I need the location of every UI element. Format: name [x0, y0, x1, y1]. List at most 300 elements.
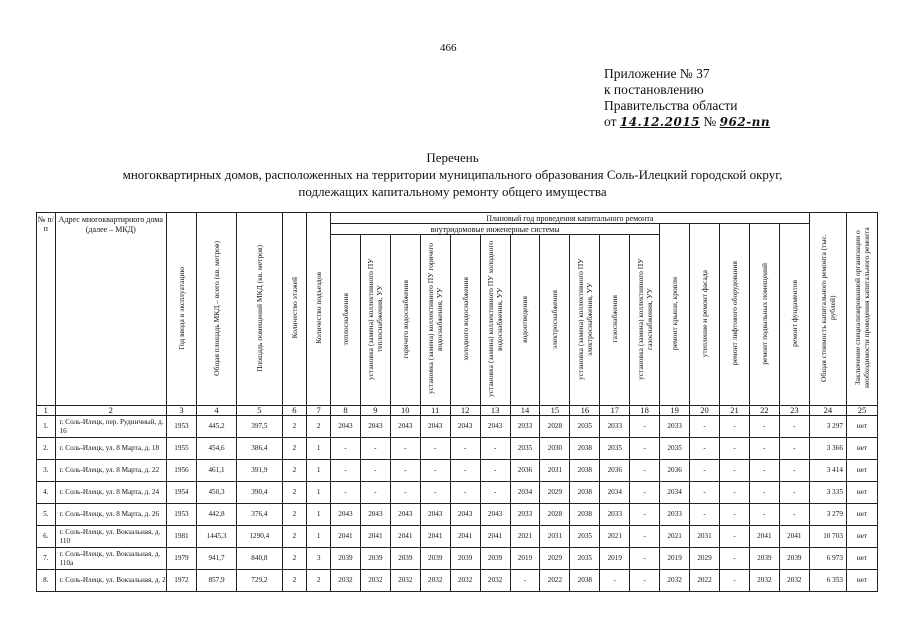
header-elevator-text: ремонт лифтового оборудования [729, 261, 739, 366]
table-cell: 2043 [480, 504, 510, 526]
table-cell: - [690, 416, 720, 438]
column-number: 6 [282, 406, 307, 416]
header-cold-water-text: холодного водоснабжения [460, 277, 470, 361]
table-cell: - [749, 504, 779, 526]
table-cell: 2038 [570, 570, 600, 592]
column-number: 10 [390, 406, 420, 416]
page-number: 466 [440, 42, 457, 54]
cost-cell: 3 335 [809, 482, 846, 504]
table-cell: 450,3 [196, 482, 236, 504]
header-conclusion-text: Заключение специализированной организации о необходимости проведения капитального ремонта [852, 227, 871, 389]
table-row [37, 460, 878, 482]
table-cell: - [690, 504, 720, 526]
table-cell: 2032 [390, 570, 420, 592]
appendix-line-3: Правительства области [604, 98, 738, 113]
table-cell: 1290,4 [237, 526, 282, 548]
header-entrances [307, 213, 331, 406]
table-cell: 1 [307, 504, 331, 526]
table-cell: 6. [37, 526, 56, 548]
appendix-date-line [604, 114, 770, 130]
table-cell: 840,8 [237, 548, 282, 570]
header-year-text: Год ввода в эксплуатацию [176, 266, 186, 350]
table-cell: 2032 [360, 570, 390, 592]
document-title [60, 149, 845, 200]
table-cell: 2043 [331, 416, 361, 438]
table-cell: 2035 [570, 526, 600, 548]
table-cell: 2034 [660, 482, 690, 504]
header-conclusion [846, 213, 877, 406]
table-cell: 2 [282, 460, 307, 482]
table-cell: 5. [37, 504, 56, 526]
table-cell: 2. [37, 438, 56, 460]
table-cell: - [719, 416, 749, 438]
repair-table [36, 212, 878, 592]
header-electric-text: электроснабжения [550, 289, 560, 349]
column-number: 9 [360, 406, 390, 416]
table-cell: 2039 [480, 548, 510, 570]
header-hot-water [390, 235, 420, 406]
table-row [37, 438, 878, 460]
table-cell: 2041 [331, 526, 361, 548]
table-cell: 2043 [390, 504, 420, 526]
table-cell: - [779, 438, 809, 460]
table-row [37, 526, 878, 548]
table-cell: 2028 [540, 416, 570, 438]
table-cell: 2019 [660, 548, 690, 570]
header-total-area [196, 213, 236, 406]
table-cell: 2029 [690, 548, 720, 570]
table-cell: 2031 [540, 526, 570, 548]
table-cell: - [480, 460, 510, 482]
table-row [37, 504, 878, 526]
table-cell: - [450, 482, 480, 504]
header-cold-water-meter [480, 235, 510, 406]
table-cell: 2035 [570, 416, 600, 438]
table-cell: - [690, 482, 720, 504]
table-cell: 3 [307, 548, 331, 570]
table-cell: 2043 [390, 416, 420, 438]
table-cell: 1981 [166, 526, 196, 548]
table-cell: 2043 [420, 416, 450, 438]
appendix-number-sign: № [703, 114, 717, 129]
column-number: 14 [510, 406, 540, 416]
table-cell: - [450, 438, 480, 460]
table-cell: - [480, 482, 510, 504]
column-number-row [37, 406, 878, 416]
header-internal-systems: внутридомовые инженерные системы [331, 224, 660, 235]
column-number: 25 [846, 406, 877, 416]
table-cell: 2022 [690, 570, 720, 592]
table-cell: 2039 [450, 548, 480, 570]
table-row [37, 570, 878, 592]
table-cell: - [630, 504, 660, 526]
header-cold-water-meter-text: установка (замена) коллективного ПУ холодного водоснабжения, УУ [486, 241, 505, 397]
header-gas-text: газоснабжения [610, 295, 620, 343]
table-cell: 2031 [690, 526, 720, 548]
table-cell: нет [846, 416, 877, 438]
address-cell: г. Соль-Илецк, ул. Вокзальная, д. 110 [55, 526, 166, 548]
table-cell: 461,1 [196, 460, 236, 482]
table-cell: 376,4 [237, 504, 282, 526]
table-cell: - [630, 548, 660, 570]
table-cell: 1 [307, 460, 331, 482]
table-cell: 390,4 [237, 482, 282, 504]
column-number: 24 [809, 406, 846, 416]
table-cell: - [719, 504, 749, 526]
table-cell: 2021 [660, 526, 690, 548]
table-cell: 2038 [570, 460, 600, 482]
appendix-number: 962-пп [719, 115, 771, 129]
cost-cell: 3 279 [809, 504, 846, 526]
table-cell: 2039 [779, 548, 809, 570]
table-cell: 2043 [360, 416, 390, 438]
table-cell: 1956 [166, 460, 196, 482]
table-cell: 2043 [360, 504, 390, 526]
table-row [37, 416, 878, 438]
table-cell: 2041 [390, 526, 420, 548]
header-cold-water [450, 235, 480, 406]
table-cell: 2033 [660, 504, 690, 526]
table-cell: - [630, 526, 660, 548]
header-foundation-text: ремонт фундаментов [789, 280, 799, 347]
table-cell: 2043 [480, 416, 510, 438]
table-cell: 2036 [660, 460, 690, 482]
table-cell: нет [846, 460, 877, 482]
cost-cell: 6 353 [809, 570, 846, 592]
header-year [166, 213, 196, 406]
table-cell: - [420, 460, 450, 482]
table-cell: - [360, 438, 390, 460]
table-cell: 2032 [331, 570, 361, 592]
header-elevator [719, 224, 749, 406]
header-basement [749, 224, 779, 406]
table-cell: - [630, 482, 660, 504]
title-line-3: подлежащих капитальному ремонту общего имущества [298, 184, 607, 199]
table-cell: - [360, 482, 390, 504]
header-sewer-text: водоотведения [520, 295, 530, 343]
header-electric [540, 235, 570, 406]
table-cell: 2031 [540, 460, 570, 482]
column-number: 23 [779, 406, 809, 416]
table-cell: - [360, 460, 390, 482]
table-cell: 2 [282, 548, 307, 570]
table-cell: 3. [37, 460, 56, 482]
table-cell: - [690, 438, 720, 460]
table-cell: 2022 [540, 570, 570, 592]
table-cell: 2043 [450, 504, 480, 526]
table-cell: 2 [282, 504, 307, 526]
column-number: 19 [660, 406, 690, 416]
column-number: 13 [480, 406, 510, 416]
column-number: 15 [540, 406, 570, 416]
header-entrances-text: Количество подъездов [314, 272, 324, 344]
table-cell: 2 [282, 570, 307, 592]
header-num: № п/п [37, 213, 56, 406]
appendix-block [604, 66, 770, 130]
table-cell: 1953 [166, 504, 196, 526]
table-cell: 8. [37, 570, 56, 592]
table-cell: 397,5 [237, 416, 282, 438]
table-cell: 7. [37, 548, 56, 570]
table-cell: 2021 [510, 526, 540, 548]
table-cell: - [719, 526, 749, 548]
header-heat-meter [360, 235, 390, 406]
table-cell: - [779, 504, 809, 526]
table-cell: - [480, 438, 510, 460]
table-cell: 2028 [540, 504, 570, 526]
table-cell: 2033 [510, 416, 540, 438]
column-number: 5 [237, 406, 282, 416]
title-line-2: многоквартирных домов, расположенных на территории муниципального образования Соль-Илецкий городской округ, [122, 167, 783, 182]
header-cost [809, 213, 846, 406]
table-cell: 857,9 [196, 570, 236, 592]
table-cell: 2035 [660, 438, 690, 460]
table-cell: - [779, 460, 809, 482]
table-cell: 4. [37, 482, 56, 504]
header-heat-meter-text: установка (замена) коллективного ПУ теплоснабжения, УУ [366, 258, 385, 380]
column-number: 22 [749, 406, 779, 416]
table-cell: 2038 [570, 438, 600, 460]
header-heat-text: теплоснабжения [340, 292, 350, 346]
table-cell: 2033 [600, 416, 630, 438]
column-number: 2 [55, 406, 166, 416]
table-cell: - [719, 438, 749, 460]
table-cell: 2019 [510, 548, 540, 570]
table-cell: - [690, 460, 720, 482]
table-cell: 386,4 [237, 438, 282, 460]
table-cell: - [331, 460, 361, 482]
table-cell: 2030 [540, 438, 570, 460]
header-gas-meter [630, 235, 660, 406]
header-sewer [510, 235, 540, 406]
header-roof [660, 224, 690, 406]
table-cell: - [420, 438, 450, 460]
table-cell: - [749, 416, 779, 438]
table-cell: 391,9 [237, 460, 282, 482]
table-cell: - [331, 438, 361, 460]
table-cell: - [630, 570, 660, 592]
table-cell: 941,7 [196, 548, 236, 570]
table-cell: нет [846, 526, 877, 548]
table-cell: - [390, 438, 420, 460]
header-cost-text: Общая стоимость капитального ремонта (тыс. рублей) [818, 234, 837, 382]
table-cell: 2035 [600, 438, 630, 460]
table-cell: - [749, 482, 779, 504]
column-number: 12 [450, 406, 480, 416]
header-premises-area [237, 213, 282, 406]
table-cell: нет [846, 504, 877, 526]
table-cell: 1953 [166, 416, 196, 438]
table-cell: 2019 [600, 548, 630, 570]
table-cell: 2041 [779, 526, 809, 548]
table-cell: - [719, 460, 749, 482]
table-cell: 1955 [166, 438, 196, 460]
header-total-area-text: Общая площадь МКД – всего (кв. метров) [212, 240, 222, 376]
table-cell: - [510, 570, 540, 592]
table-cell: 445,2 [196, 416, 236, 438]
header-facade [690, 224, 720, 406]
header-address: Адрес многоквартирного дома (далее – МКД) [55, 213, 166, 406]
table-cell: 1445,3 [196, 526, 236, 548]
header-foundation [779, 224, 809, 406]
address-cell: г. Соль-Илецк, ул. Вокзальная, д. 110а [55, 548, 166, 570]
header-floors [282, 213, 307, 406]
address-cell: г. Соль-Илецк, ул. 8 Марта, д. 26 [55, 504, 166, 526]
table-cell: 2021 [600, 526, 630, 548]
appendix-from: от [604, 114, 617, 129]
header-hot-water-text: горячего водоснабжения [400, 279, 410, 359]
table-cell: 2 [307, 570, 331, 592]
header-roof-text: ремонт крыши, кровли [670, 276, 680, 351]
table-cell: 729,2 [237, 570, 282, 592]
table-cell: 2035 [570, 548, 600, 570]
table-cell: 1. [37, 416, 56, 438]
table-cell: 2041 [749, 526, 779, 548]
table-cell: 2 [282, 482, 307, 504]
table-cell: 2043 [331, 504, 361, 526]
table-cell: 2034 [600, 482, 630, 504]
table-cell: 1 [307, 482, 331, 504]
column-number: 21 [719, 406, 749, 416]
address-cell: г. Соль-Илецк, ул. Вокзальная, д. 2 [55, 570, 166, 592]
column-number: 11 [420, 406, 450, 416]
table-cell: 454,6 [196, 438, 236, 460]
table-cell: 2029 [540, 482, 570, 504]
header-hot-water-meter-text: установка (замена) коллективного ПУ горячего водоснабжения, УУ [426, 243, 445, 395]
table-cell: 2038 [570, 482, 600, 504]
table-cell: - [749, 460, 779, 482]
table-cell: - [420, 482, 450, 504]
table-cell: 2038 [570, 504, 600, 526]
table-cell: - [630, 438, 660, 460]
table-cell: 2039 [420, 548, 450, 570]
table-cell: - [630, 416, 660, 438]
appendix-line-1: Приложение № 37 [604, 66, 710, 81]
table-cell: 2039 [390, 548, 420, 570]
column-number: 18 [630, 406, 660, 416]
table-cell: нет [846, 482, 877, 504]
table-cell: 2039 [331, 548, 361, 570]
table-cell: - [719, 570, 749, 592]
table-cell: - [331, 482, 361, 504]
table-cell: 2032 [779, 570, 809, 592]
cost-cell: 3 366 [809, 438, 846, 460]
appendix-date: 14.12.2015 [619, 115, 701, 129]
table-cell: 2034 [510, 482, 540, 504]
header-premises-area-text: Площадь помещений МКД (кв. метров) [254, 244, 264, 372]
header-floors-text: Количество этажей [289, 277, 299, 339]
column-number: 4 [196, 406, 236, 416]
table-cell: 2029 [540, 548, 570, 570]
table-cell: 2032 [660, 570, 690, 592]
table-cell: 2035 [510, 438, 540, 460]
table-row [37, 482, 878, 504]
header-hot-water-meter [420, 235, 450, 406]
table-cell: 2033 [660, 416, 690, 438]
table-cell: нет [846, 570, 877, 592]
column-number: 7 [307, 406, 331, 416]
table-cell: - [450, 460, 480, 482]
table-body [37, 406, 878, 592]
address-cell: г. Соль-Илецк, ул. 8 Марта, д. 22 [55, 460, 166, 482]
column-number: 3 [166, 406, 196, 416]
table-cell: 2032 [480, 570, 510, 592]
table-cell: нет [846, 548, 877, 570]
address-cell: г. Соль-Илецк, ул. 8 Марта, д. 24 [55, 482, 166, 504]
table-cell: 1954 [166, 482, 196, 504]
cost-cell: 6 973 [809, 548, 846, 570]
table-cell: 2033 [600, 504, 630, 526]
cost-cell: 3 297 [809, 416, 846, 438]
header-electric-meter [570, 235, 600, 406]
table-cell: - [600, 570, 630, 592]
column-number: 20 [690, 406, 720, 416]
table-cell: 2041 [360, 526, 390, 548]
table-cell: 2036 [600, 460, 630, 482]
cost-cell: 3 414 [809, 460, 846, 482]
table-cell: - [719, 548, 749, 570]
table-cell: 2032 [420, 570, 450, 592]
table-cell: 2039 [360, 548, 390, 570]
table-cell: 2041 [420, 526, 450, 548]
table-cell: - [719, 482, 749, 504]
table-cell: 2 [307, 416, 331, 438]
table-cell: нет [846, 438, 877, 460]
cost-cell: 10 703 [809, 526, 846, 548]
table-cell: - [390, 460, 420, 482]
table-cell: 2041 [450, 526, 480, 548]
table-cell: - [779, 416, 809, 438]
address-cell: г. Соль-Илецк, ул. 8 Марта, д. 18 [55, 438, 166, 460]
header-basement-text: ремонт подвальных помещений [759, 262, 769, 365]
table-cell: 1972 [166, 570, 196, 592]
header-facade-text: утепление и ремонт фасада [700, 269, 710, 358]
table-cell: 2043 [420, 504, 450, 526]
column-number: 8 [331, 406, 361, 416]
table-cell: - [630, 460, 660, 482]
table-row [37, 548, 878, 570]
header-electric-meter-text: установка (замена) коллективного ПУ электроснабжения, УУ [575, 258, 594, 380]
table-cell: 1 [307, 526, 331, 548]
address-cell: г. Соль-Илецк, пер. Рудничный, д. 16 [55, 416, 166, 438]
table-cell: - [390, 482, 420, 504]
table-cell: 2032 [450, 570, 480, 592]
appendix-line-2: к постановлению [604, 82, 704, 97]
table-cell: 1 [307, 438, 331, 460]
header-heat [331, 235, 361, 406]
table-cell: 2032 [749, 570, 779, 592]
table-cell: 442,8 [196, 504, 236, 526]
column-number: 1 [37, 406, 56, 416]
header-gas [600, 235, 630, 406]
table-cell: 2043 [450, 416, 480, 438]
header-plan-year: Плановый год проведения капитального ремонта [331, 213, 810, 224]
table-cell: - [779, 482, 809, 504]
table-cell: 2 [282, 438, 307, 460]
table-cell: 2036 [510, 460, 540, 482]
table-cell: 2033 [510, 504, 540, 526]
title-line-1: Перечень [426, 150, 479, 165]
table-cell: 2041 [480, 526, 510, 548]
table-cell: 2 [282, 416, 307, 438]
table-cell: 2039 [749, 548, 779, 570]
column-number: 16 [570, 406, 600, 416]
header-gas-meter-text: установка (замена) коллективного ПУ газоснабжения, УУ [635, 258, 654, 380]
table-cell: - [749, 438, 779, 460]
table-cell: 1979 [166, 548, 196, 570]
table-cell: 2 [282, 526, 307, 548]
column-number: 17 [600, 406, 630, 416]
